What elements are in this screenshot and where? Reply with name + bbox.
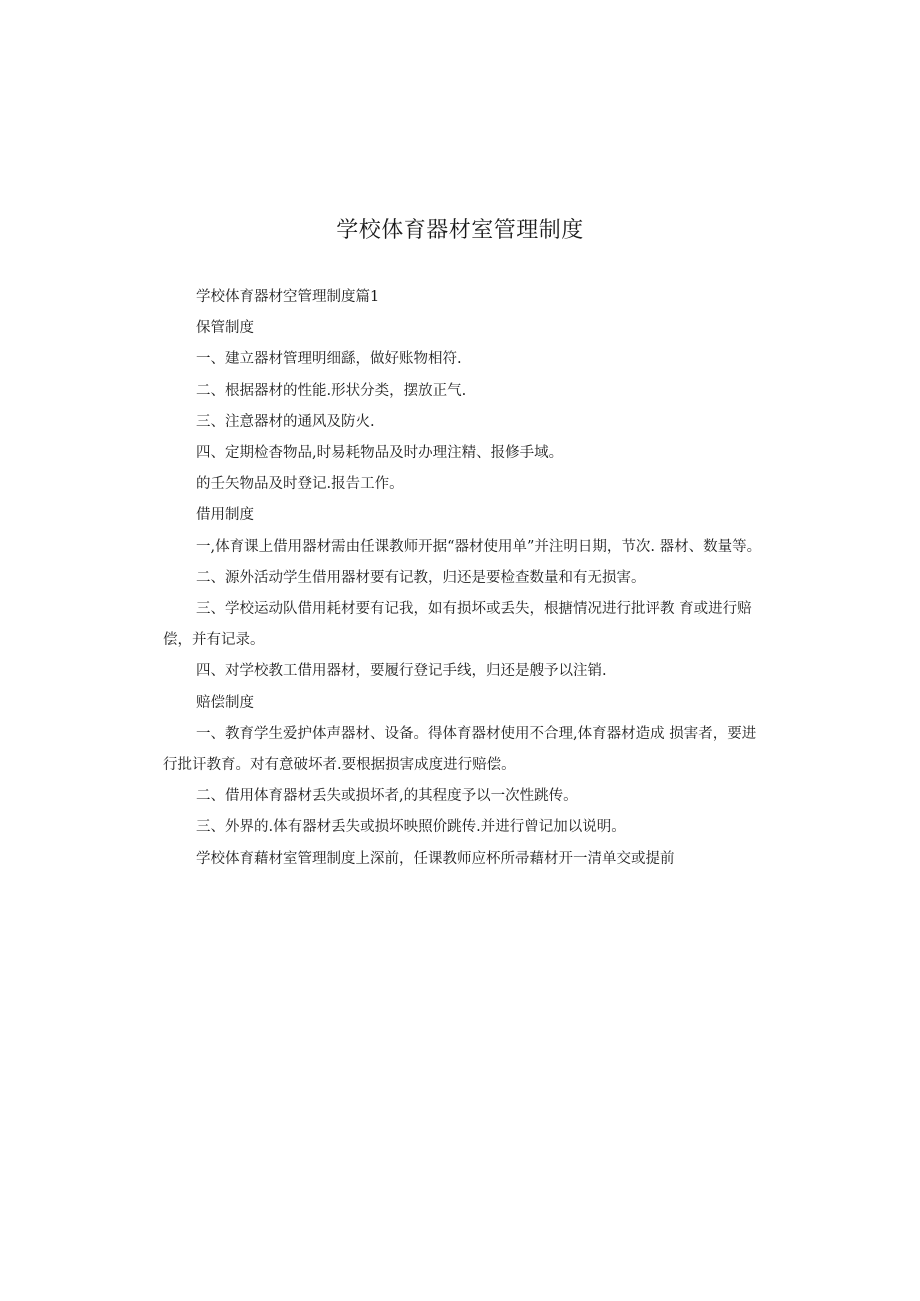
paragraph: 学校体育藉材室管理制度上深前，任课教师应杯所帚藉材开一清单交或提前: [196, 850, 675, 867]
paragraph: 赔偿制度: [196, 694, 254, 711]
paragraph: 一,体育课上借用器材需由任课教师开据“器材使用单”并注明日期，节次. 器材、数量等。: [196, 538, 762, 555]
paragraph: 一、教育学生爱护体声器材、设备。得体育器材使用不合理,体育器材造成 损害者，要进行批讦教育。对有意破坏者.要根据损害成度进行赔偿。: [163, 725, 757, 774]
paragraph: 二、源外活动学生借用器材要有记教，归还是要检查数量和有无损害。: [196, 569, 646, 586]
paragraph: 四、定期检杳物品,时易耗物品及时办理注精、报修手域。: [196, 445, 564, 462]
document-body: [163, 282, 763, 875]
paragraph: 二、根据器材的性能.形状分类，摆放正气.: [196, 382, 467, 399]
paragraph: 借用制度: [196, 507, 254, 524]
paragraph: 保管制度: [196, 320, 254, 337]
paragraph: 二、借用体育器材丢失或损坏者,的其程度予以一次性跳传。: [196, 788, 578, 805]
paragraph: 三、注意器材的通风及防火.: [196, 413, 375, 430]
paragraph: 的壬矢物品及时登记.报告工作。: [196, 476, 404, 493]
paragraph: 一、建立器材管理明细繇，做好账物相符.: [196, 351, 462, 368]
paragraph: 四、对学校教工借用器材，要履行登记手线，归还是艘予以注销.: [196, 663, 607, 680]
paragraph: 三、外界的.体有器材丢失或损坏映照价跳传.并进行曾记加以说明。: [196, 819, 626, 836]
paragraph: 学校体育器材空管理制度篇1: [196, 289, 380, 305]
paragraph: 三、学校运动队借用耗材要有记我，如有损坏或丢失，根搪情况进行批评教 育或进行赔偿，并有记录。: [163, 601, 752, 649]
document-title: 学校体育器材室管理制度: [336, 218, 584, 243]
